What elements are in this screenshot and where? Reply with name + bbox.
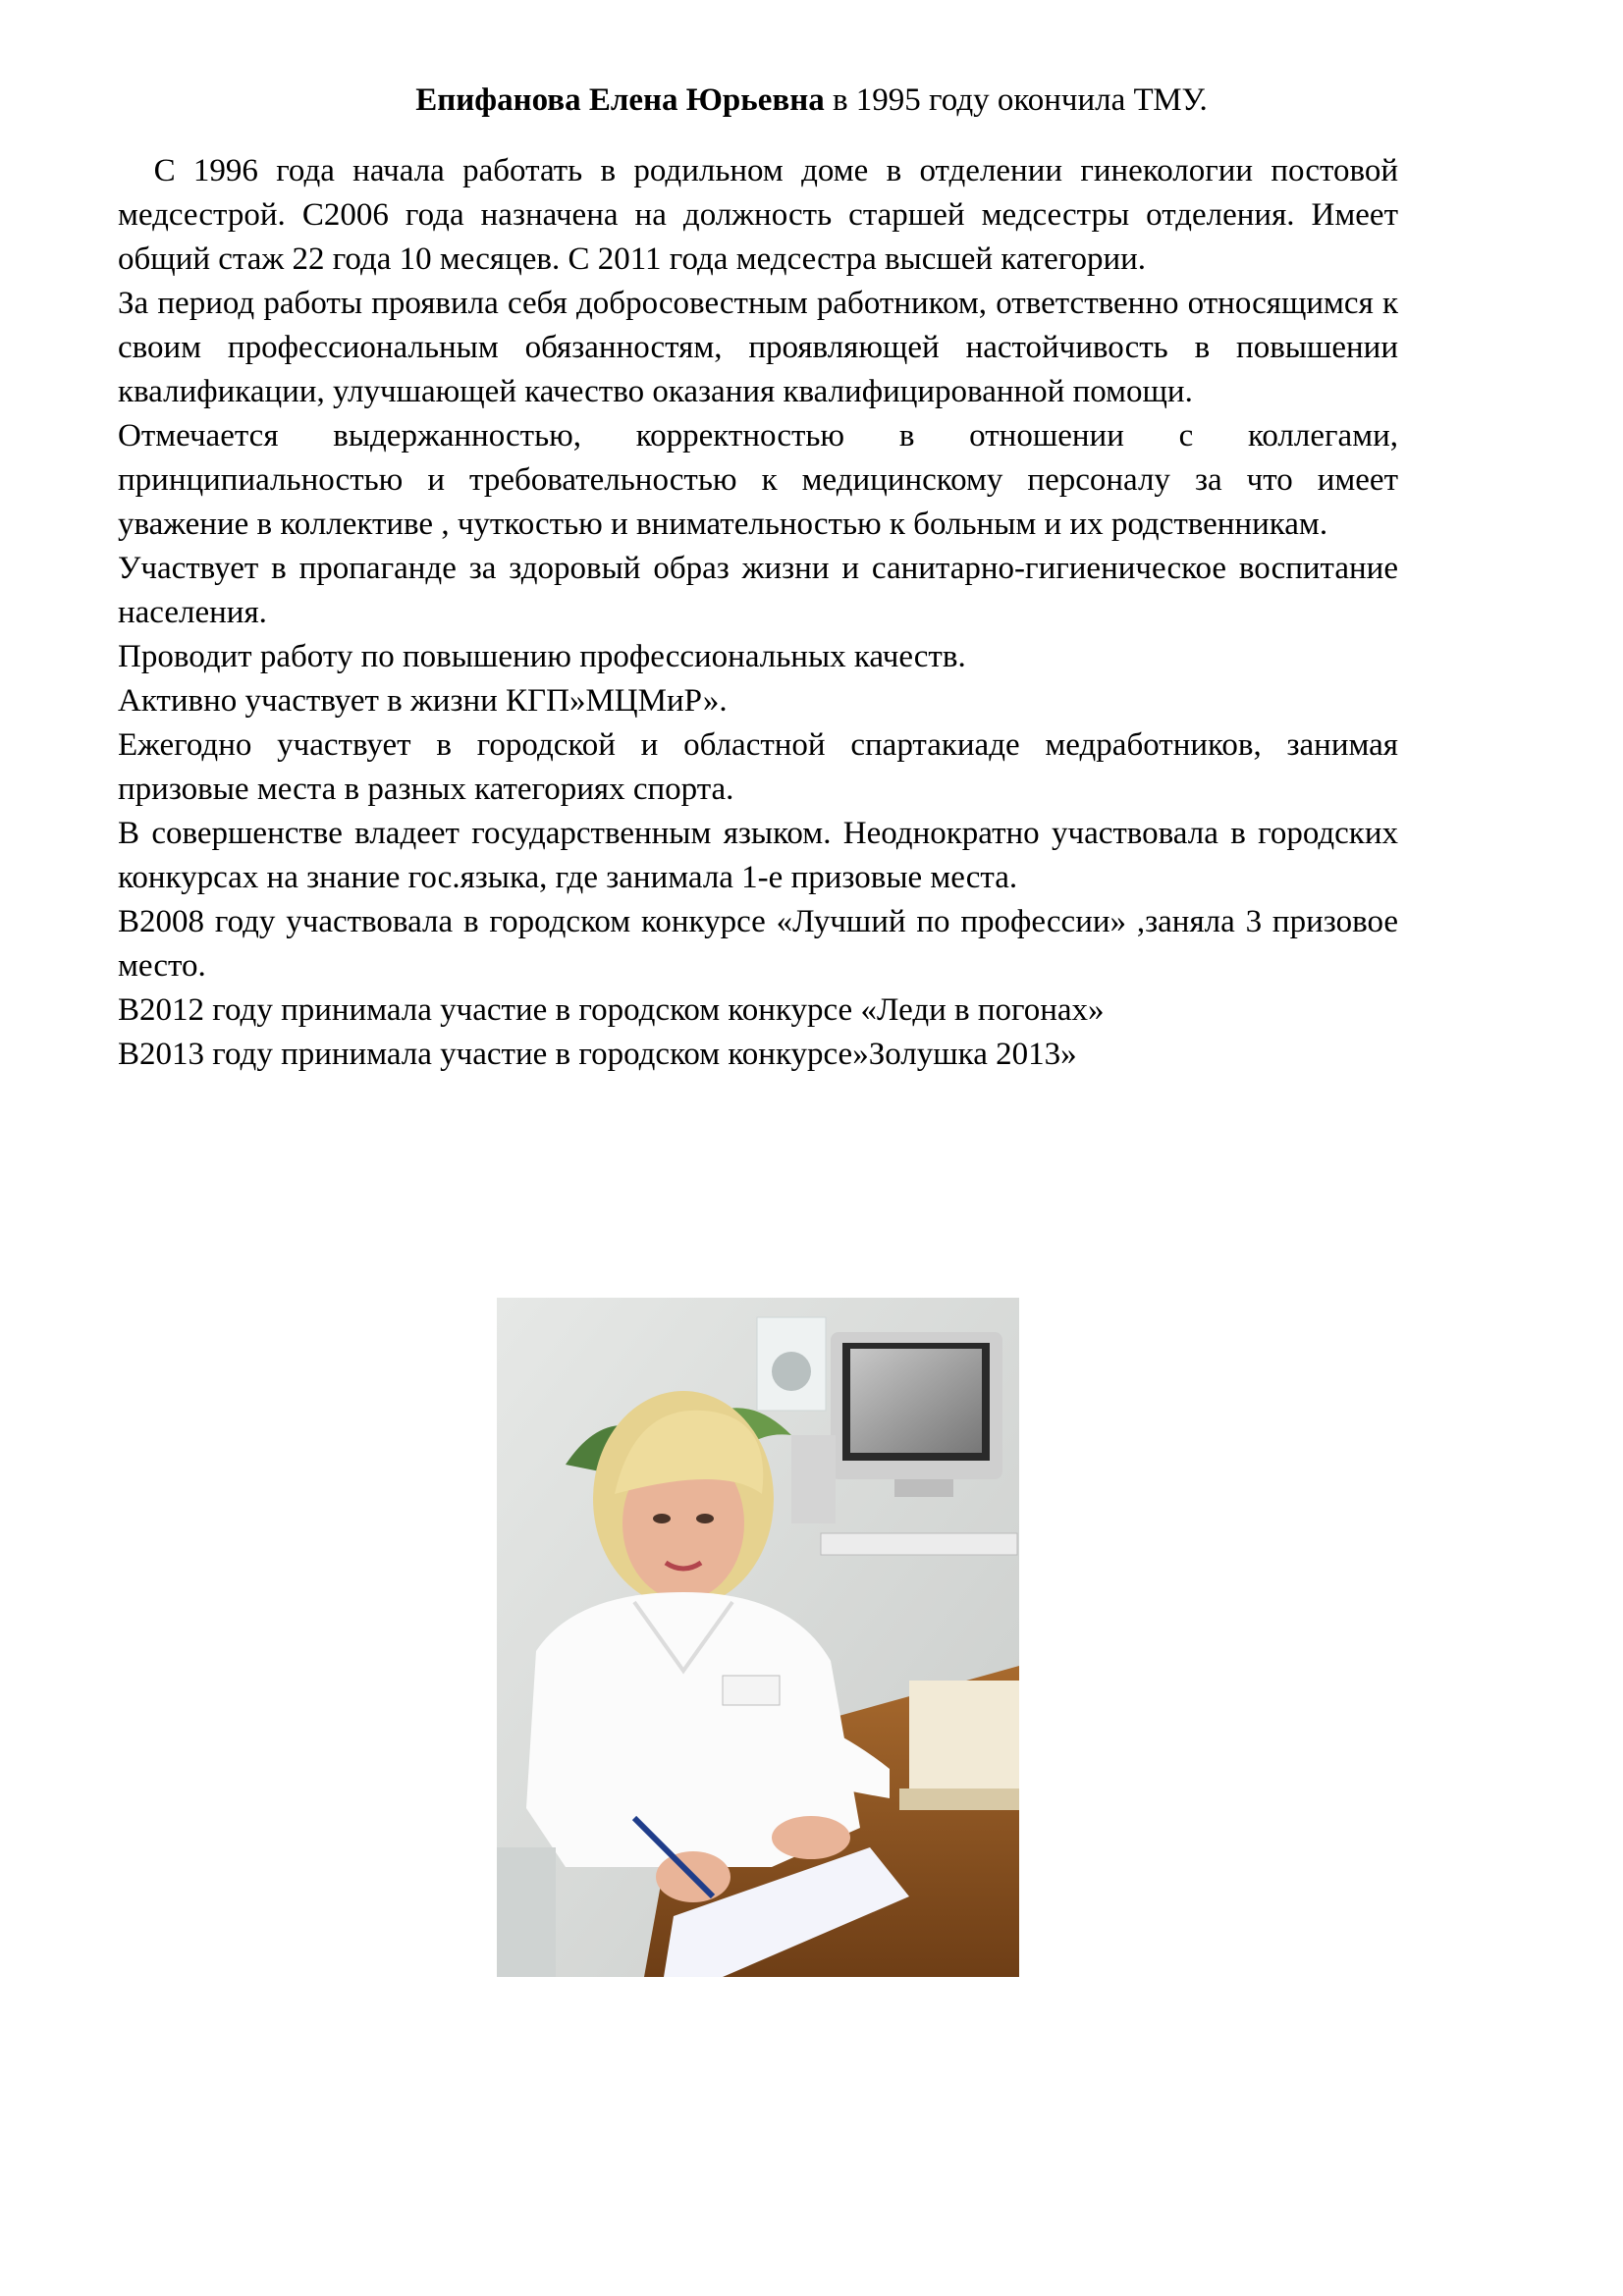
paragraph-work-qualities: За период работы проявила себя добросовестным работником, ответственно относящимся к своим профессиональным обязанностям, проявляющей настойчивость в повышении квалификации, улучшающей качество оказания квалифицированной помощи. — [118, 286, 1398, 409]
paragraph-career: С 1996 года начала работать в родильном доме в отделении гинекологии постовой медсестрой. С2006 года назначена на должность старшей медсестры отделения. Имеет общий стаж 22 года 10 месяцев. С 2011 года медсестра высшей категории. — [118, 153, 1407, 277]
paragraph-language: В совершенстве владеет государственным языком. Неоднократно участвовала в городских конкурсах на знание гос.языка, где занимала 1-е призовые места. — [118, 816, 1398, 895]
portrait-photo — [497, 1298, 1019, 1977]
paragraph-health-promotion: Участвует в пропаганде за здоровый образ жизни и санитарно-гигиеническое воспитание населения. — [118, 551, 1398, 630]
paragraph-character: Отмечается выдержанностью, корректностью в отношении с коллегами, принципиальностью и требовательностью к медицинскому персоналу за что имеет уважение в коллективе , чуткостью и внимательностью к больным и их родственникам. — [118, 418, 1398, 542]
document-body — [118, 149, 1407, 1077]
paragraph-contest-2012: В2012 году принимала участие в городском конкурсе «Леди в погонах» — [118, 992, 1105, 1028]
paragraph-sports: Ежегодно участвует в городской и областной спартакиаде медработников, занимая призовые места в разных категориях спорта. — [118, 727, 1398, 807]
paragraph-contest-2008: В2008 году участвовала в городском конкурсе «Лучший по профессии» ,заняла 3 призовое место. — [118, 904, 1398, 984]
paragraph-professional-work: Проводит работу по повышению профессиональных качеств. — [118, 639, 966, 674]
paragraph-contest-2013: В2013 году принимала участие в городском конкурсе»Золушка 2013» — [118, 1037, 1077, 1072]
heading-rest: в 1995 году окончила ТМУ. — [824, 82, 1208, 118]
person-name: Епифанова Елена Юрьевна — [415, 82, 825, 118]
paragraph-organization-life: Активно участвует в жизни КГП»МЦМиР». — [118, 683, 728, 719]
document-heading — [0, 79, 1623, 122]
